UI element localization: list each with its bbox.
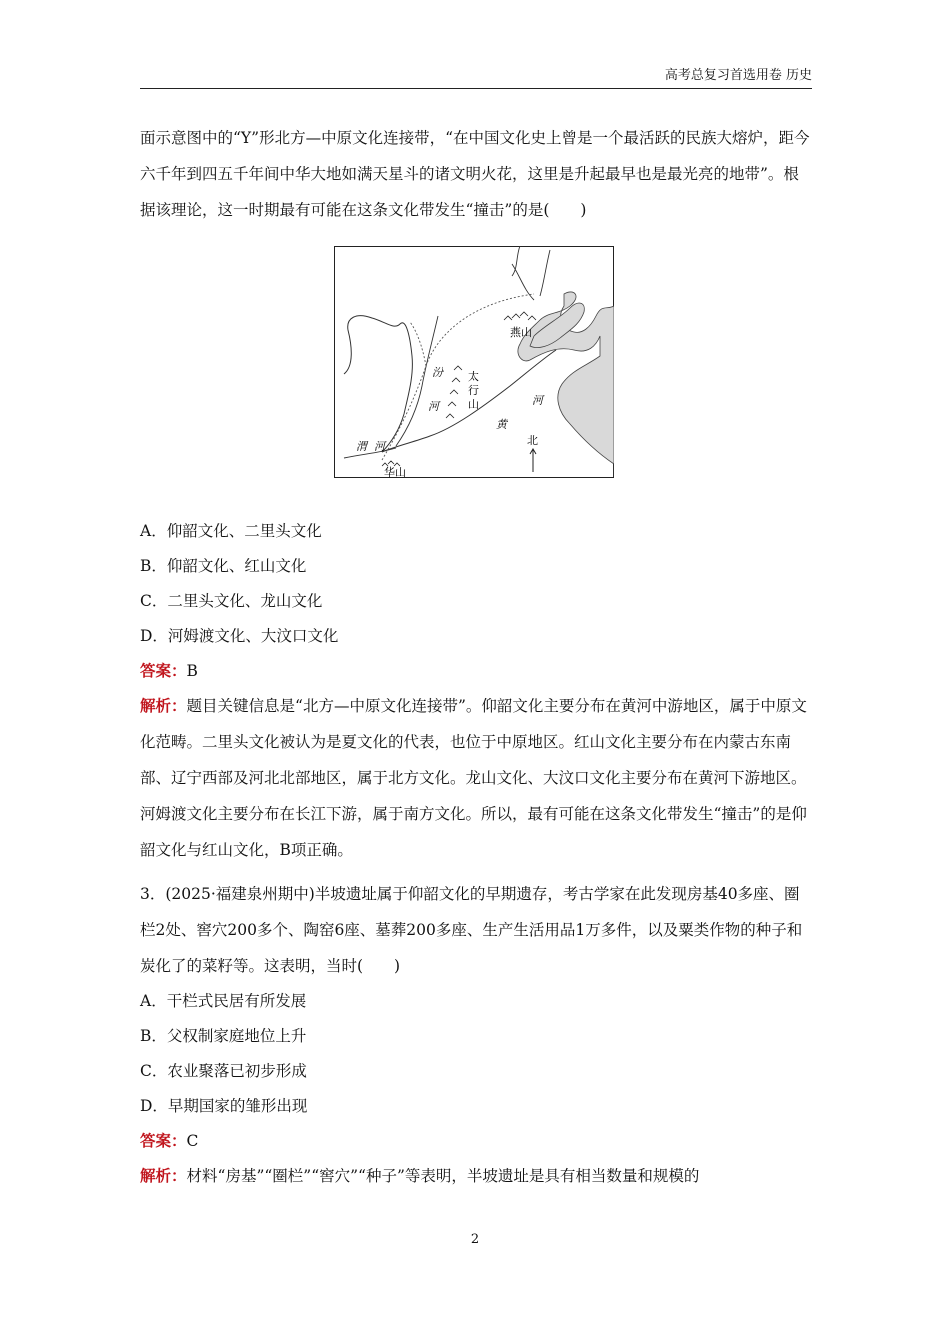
label-taihang-2: 行 [468, 384, 479, 397]
label-huanghe-1: 黄 [496, 418, 507, 431]
label-wei-2: 河 [374, 440, 385, 453]
q2-answer-value: B [186, 662, 198, 680]
q3-analysis-text: 材料“房基”“圈栏”“窖穴”“种子”等表明，半坡遗址是具有相当数量和规模的 [186, 1167, 700, 1185]
map-svg [334, 246, 614, 478]
q2-analysis-text: 题目关键信息是“北方—中原文化连接带”。仰韶文化主要分布在黄河中游地区，属于中原文化范畴。二里头文化被认为是夏文化的代表，也位于中原地区。红山文化主要分布在内蒙古东南部、辽宁西部及河北北部地区，属于北方文化。龙山文化、大汶口文化主要分布在黄河下游地区。河姆渡文化主要分布在长江下游，属于南方文化。所以，最有可能在这条文化带发生“撞击”的是仰韶文化与红山文化，B项正确。 [140, 697, 807, 859]
label-fen-1: 汾 [432, 366, 443, 379]
question-3-stem: 3．(2025·福建泉州期中)半坡遗址属于仰韶文化的早期遗存，考古学家在此发现房基40多座、圈栏2处、窖穴200多个、陶窑6座、墓葬200多座、生产生活用品1万多件，以及粟类作物的种子和炭化了的菜籽等。这表明，当时( ) [140, 885, 803, 975]
q3-option-d: D．早期国家的雏形出现 [140, 1097, 308, 1115]
q3-option-c: C．农业聚落已初步形成 [140, 1062, 307, 1080]
page-header [140, 66, 812, 89]
label-yanshan: 燕山 [510, 326, 532, 339]
q2-option-a: A．仰韶文化、二里头文化 [140, 522, 322, 540]
q2-analysis-label: 解析： [140, 696, 187, 715]
q3-answer-value: C [186, 1132, 199, 1150]
header-text: 高考总复习首选用卷 历史 [664, 68, 812, 83]
label-taihang-3: 山 [468, 398, 479, 411]
label-huashan: 华山 [384, 466, 406, 478]
q2-analysis [140, 688, 812, 868]
label-taihang-1: 太 [468, 370, 479, 383]
q2-option-b: B．仰韶文化、红山文化 [140, 557, 307, 575]
label-fen-2: 河 [428, 400, 439, 413]
question-2-stem: 面示意图中的“Y”形北方—中原文化连接带，“在中国文化史上曾是一个最活跃的民族大熔炉，距今六千年到四五千年间中华大地如满天星斗的诸文明火花，这里是升起最早也是最光亮的地带”。根据该理论，这一时期最有可能在这条文化带发生“撞击”的是( ) [140, 129, 810, 219]
q2-option-c: C．二里头文化、龙山文化 [140, 592, 323, 610]
label-huanghe-2: 河 [532, 394, 543, 407]
q2-option-d: D．河姆渡文化、大汶口文化 [140, 627, 339, 645]
q2-answer-label: 答案： [140, 661, 187, 680]
map-figure [334, 246, 614, 478]
q2-answer [140, 660, 198, 682]
q3-answer [140, 1130, 198, 1152]
q3-analysis [140, 1158, 812, 1194]
label-wei-1: 渭 [356, 440, 367, 453]
q3-analysis-label: 解析： [140, 1166, 187, 1185]
q3-answer-label: 答案： [140, 1131, 187, 1150]
page-number: 2 [470, 1232, 480, 1247]
q3-option-a: A．干栏式民居有所发展 [140, 992, 307, 1010]
label-north: 北 [527, 434, 538, 447]
q3-option-b: B．父权制家庭地位上升 [140, 1027, 307, 1045]
